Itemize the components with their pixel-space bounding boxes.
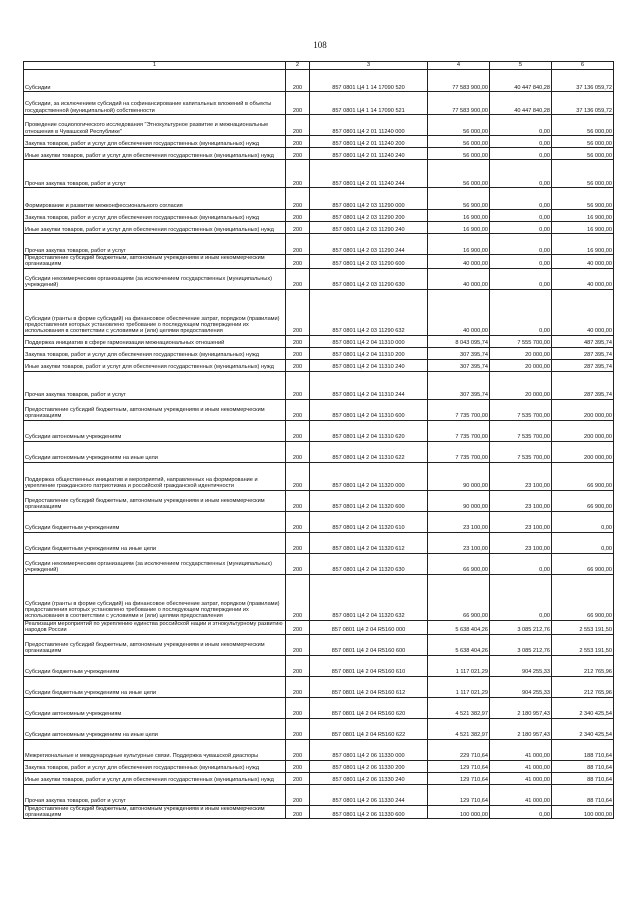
row-code: 200: [286, 234, 310, 255]
row-amount-remaining: 66 900,00: [552, 462, 614, 490]
row-name: Прочая закупка товаров, работ и услуг: [24, 371, 286, 399]
row-code: 200: [286, 760, 310, 772]
row-code: 200: [286, 335, 310, 347]
row-code: 200: [286, 574, 310, 620]
row-amount-executed: 904 255,33: [490, 655, 552, 676]
column-header: 4: [428, 62, 490, 70]
row-amount-approved: 100 000,00: [428, 805, 490, 819]
row-name: Субсидии (гранты в форме субсидий) на финансовое обеспечение затрат, порядком (правилами) предоставления которых установлено требование о последующем подтверждении их использования в соответствии с условиями и (или) целями предоставления: [24, 289, 286, 335]
row-code: 200: [286, 70, 310, 92]
row-amount-remaining: 40 000,00: [552, 268, 614, 289]
row-amount-remaining: 0,00: [552, 511, 614, 532]
budget-execution-table: [23, 61, 614, 819]
row-amount-remaining: 200 000,00: [552, 420, 614, 441]
row-amount-executed: 0,00: [490, 805, 552, 819]
row-amount-executed: 7 555 700,00: [490, 335, 552, 347]
row-amount-approved: 7 735 700,00: [428, 399, 490, 420]
row-amount-remaining: 2 553 191,50: [552, 634, 614, 655]
row-amount-executed: 0,00: [490, 222, 552, 234]
row-amount-approved: 4 521 382,97: [428, 718, 490, 739]
row-budget-code: 857 0801 Ц4 2 04 11320 630: [310, 553, 428, 574]
row-code: 200: [286, 160, 310, 188]
table-row: [24, 532, 614, 553]
table-row: [24, 289, 614, 335]
row-amount-executed: 40 447 840,28: [490, 92, 552, 115]
row-amount-executed: 0,00: [490, 136, 552, 148]
row-amount-remaining: 16 900,00: [552, 210, 614, 222]
row-amount-remaining: 0,00: [552, 532, 614, 553]
row-name: Субсидии автономным учреждениям на иные цели: [24, 441, 286, 462]
row-name: Субсидии, за исключением субсидий на софинансирование капитальных вложений в объекты государственной (муниципальной) собственности: [24, 92, 286, 115]
row-name: Предоставление субсидий бюджетным, автономным учреждениям и иным некоммерческим организациям: [24, 255, 286, 269]
row-budget-code: 857 0801 Ц4 2 06 11330 244: [310, 784, 428, 805]
row-name: Предоставление субсидий бюджетным, автономным учреждениям и иным некоммерческим организациям: [24, 490, 286, 511]
row-code: 200: [286, 462, 310, 490]
row-amount-remaining: 200 000,00: [552, 399, 614, 420]
row-amount-executed: 41 000,00: [490, 784, 552, 805]
row-budget-code: 857 0801 Ц4 2 06 11330 240: [310, 772, 428, 784]
row-amount-remaining: 56 000,00: [552, 115, 614, 136]
row-budget-code: 857 0801 Ц4 2 04 11320 610: [310, 511, 428, 532]
row-name: Субсидии некоммерческим организациям (за исключением государственных (муниципальных) учреждений): [24, 268, 286, 289]
row-budget-code: 857 0801 Ц4 2 01 11240 244: [310, 160, 428, 188]
row-amount-approved: 66 900,00: [428, 553, 490, 574]
row-amount-executed: 3 085 212,76: [490, 634, 552, 655]
row-budget-code: 857 0801 Ц4 2 04 R5160 622: [310, 718, 428, 739]
row-amount-executed: 0,00: [490, 255, 552, 269]
row-amount-approved: 56 000,00: [428, 115, 490, 136]
row-amount-approved: 56 000,00: [428, 148, 490, 160]
column-header: 1: [24, 62, 286, 70]
table-row: [24, 553, 614, 574]
row-budget-code: 857 0801 Ц4 1 14 17090 520: [310, 70, 428, 92]
table-row: [24, 371, 614, 399]
row-name: Предоставление субсидий бюджетным, автономным учреждениям и иным некоммерческим организациям: [24, 805, 286, 819]
row-amount-approved: 307 395,74: [428, 347, 490, 359]
row-amount-executed: 904 255,33: [490, 676, 552, 697]
row-amount-remaining: 88 710,64: [552, 760, 614, 772]
row-code: 200: [286, 739, 310, 760]
row-amount-remaining: 88 710,64: [552, 772, 614, 784]
row-amount-remaining: 100 000,00: [552, 805, 614, 819]
row-amount-executed: 41 000,00: [490, 772, 552, 784]
row-code: 200: [286, 289, 310, 335]
table-row: [24, 784, 614, 805]
row-budget-code: 857 0801 Ц4 2 04 11320 600: [310, 490, 428, 511]
table-row: [24, 490, 614, 511]
row-budget-code: 857 0801 Ц4 2 06 11330 200: [310, 760, 428, 772]
row-budget-code: 857 0801 Ц4 2 04 11310 244: [310, 371, 428, 399]
table-row: [24, 268, 614, 289]
row-amount-approved: 66 900,00: [428, 574, 490, 620]
row-code: 200: [286, 347, 310, 359]
row-code: 200: [286, 490, 310, 511]
row-amount-approved: 129 710,64: [428, 784, 490, 805]
row-amount-approved: 23 100,00: [428, 511, 490, 532]
row-code: 200: [286, 188, 310, 210]
row-amount-remaining: 66 900,00: [552, 490, 614, 511]
row-code: 200: [286, 371, 310, 399]
row-amount-approved: 56 900,00: [428, 188, 490, 210]
row-amount-remaining: 66 900,00: [552, 553, 614, 574]
table-row: [24, 462, 614, 490]
row-amount-remaining: 287 395,74: [552, 347, 614, 359]
row-amount-approved: 129 710,64: [428, 760, 490, 772]
column-header: 2: [286, 62, 310, 70]
row-amount-executed: 20 000,00: [490, 347, 552, 359]
row-name: Межрегиональные и международные культурные связи. Поддержка чувашской диаспоры: [24, 739, 286, 760]
row-amount-approved: 56 000,00: [428, 160, 490, 188]
table-row: [24, 255, 614, 269]
table-row: [24, 718, 614, 739]
row-amount-remaining: 287 395,74: [552, 359, 614, 371]
row-budget-code: 857 0801 Ц4 2 04 11310 240: [310, 359, 428, 371]
row-amount-remaining: 487 395,74: [552, 335, 614, 347]
column-header: 6: [552, 62, 614, 70]
table-row: [24, 805, 614, 819]
row-amount-executed: 20 000,00: [490, 371, 552, 399]
row-amount-executed: 2 180 957,43: [490, 718, 552, 739]
row-amount-approved: 8 043 095,74: [428, 335, 490, 347]
row-amount-executed: 0,00: [490, 574, 552, 620]
table-row: [24, 92, 614, 115]
row-name: Субсидии бюджетным учреждениям: [24, 511, 286, 532]
table-row: [24, 359, 614, 371]
row-amount-remaining: 40 000,00: [552, 255, 614, 269]
row-code: 200: [286, 620, 310, 634]
row-amount-remaining: 2 553 191,50: [552, 620, 614, 634]
row-code: 200: [286, 511, 310, 532]
row-budget-code: 857 0801 Ц4 2 04 11310 600: [310, 399, 428, 420]
table-row: [24, 697, 614, 718]
row-amount-executed: 2 180 957,43: [490, 697, 552, 718]
table-row: [24, 634, 614, 655]
row-budget-code: 857 0801 Ц4 2 04 11310 200: [310, 347, 428, 359]
row-amount-approved: 5 638 404,26: [428, 634, 490, 655]
row-name: Поддержка общественных инициатив и мероприятий, направленных на формирование и укрепление гражданского патриотизма и российской гражданской идентичности: [24, 462, 286, 490]
row-name: Субсидии бюджетным учреждениям на иные цели: [24, 532, 286, 553]
row-amount-executed: 23 100,00: [490, 462, 552, 490]
row-name: Предоставление субсидий бюджетным, автономным учреждениям и иным некоммерческим организациям: [24, 399, 286, 420]
table-row: [24, 760, 614, 772]
row-budget-code: 857 0801 Ц4 2 04 11310 622: [310, 441, 428, 462]
row-amount-executed: 0,00: [490, 148, 552, 160]
table-row: [24, 441, 614, 462]
row-budget-code: 857 0801 Ц4 2 03 11290 200: [310, 210, 428, 222]
row-budget-code: 857 0801 Ц4 2 03 11290 244: [310, 234, 428, 255]
row-name: Иные закупки товаров, работ и услуг для обеспечения государственных (муниципальных) нужд: [24, 772, 286, 784]
table-row: [24, 655, 614, 676]
row-amount-executed: 0,00: [490, 268, 552, 289]
row-budget-code: 857 0801 Ц4 2 03 11290 000: [310, 188, 428, 210]
row-code: 200: [286, 420, 310, 441]
row-amount-approved: 77 583 900,00: [428, 92, 490, 115]
row-code: 200: [286, 136, 310, 148]
row-amount-remaining: 212 765,96: [552, 676, 614, 697]
column-header: 3: [310, 62, 428, 70]
row-budget-code: 857 0801 Ц4 2 04 R5160 000: [310, 620, 428, 634]
row-code: 200: [286, 634, 310, 655]
row-code: 200: [286, 718, 310, 739]
row-amount-remaining: 16 900,00: [552, 222, 614, 234]
row-amount-remaining: 56 900,00: [552, 188, 614, 210]
row-amount-approved: 1 117 021,29: [428, 655, 490, 676]
row-amount-approved: 56 000,00: [428, 136, 490, 148]
row-amount-executed: 0,00: [490, 234, 552, 255]
row-amount-remaining: 40 000,00: [552, 289, 614, 335]
row-amount-approved: 5 638 404,26: [428, 620, 490, 634]
row-code: 200: [286, 805, 310, 819]
row-budget-code: 857 0801 Ц4 2 04 R5160 612: [310, 676, 428, 697]
row-code: 200: [286, 532, 310, 553]
row-amount-executed: 40 447 840,28: [490, 70, 552, 92]
row-amount-executed: 0,00: [490, 289, 552, 335]
table-row: [24, 115, 614, 136]
row-code: 200: [286, 697, 310, 718]
row-name: Субсидии автономным учреждениям: [24, 697, 286, 718]
row-amount-executed: 20 000,00: [490, 359, 552, 371]
row-name: Субсидии бюджетным учреждениям: [24, 655, 286, 676]
column-header: 5: [490, 62, 552, 70]
row-amount-executed: 0,00: [490, 553, 552, 574]
row-amount-remaining: 56 000,00: [552, 160, 614, 188]
row-amount-approved: 90 000,00: [428, 462, 490, 490]
table-row: [24, 574, 614, 620]
row-amount-executed: 0,00: [490, 160, 552, 188]
row-code: 200: [286, 255, 310, 269]
row-budget-code: 857 0801 Ц4 2 03 11290 630: [310, 268, 428, 289]
row-amount-executed: 7 535 700,00: [490, 420, 552, 441]
row-amount-approved: 307 395,74: [428, 371, 490, 399]
row-name: Субсидии (гранты в форме субсидий) на финансовое обеспечение затрат, порядком (правилами) предоставления которых установлено требование о последующем подтверждении их использования в соответствии с условиями и (или) целями предоставления: [24, 574, 286, 620]
row-name: Закупка товаров, работ и услуг для обеспечения государственных (муниципальных) нужд: [24, 136, 286, 148]
row-budget-code: 857 0801 Ц4 2 04 R5160 610: [310, 655, 428, 676]
row-amount-approved: 77 583 900,00: [428, 70, 490, 92]
table-row: [24, 160, 614, 188]
row-amount-executed: 7 535 700,00: [490, 441, 552, 462]
row-budget-code: 857 0801 Ц4 2 04 11310 000: [310, 335, 428, 347]
row-amount-remaining: 88 710,64: [552, 784, 614, 805]
row-budget-code: 857 0801 Ц4 2 04 11320 632: [310, 574, 428, 620]
row-budget-code: 857 0801 Ц4 2 01 11240 000: [310, 115, 428, 136]
row-amount-remaining: 56 000,00: [552, 148, 614, 160]
row-budget-code: 857 0801 Ц4 2 04 11320 000: [310, 462, 428, 490]
row-amount-approved: 1 117 021,29: [428, 676, 490, 697]
table-header-row: [24, 62, 614, 70]
row-amount-approved: 307 395,74: [428, 359, 490, 371]
row-amount-remaining: 37 136 059,72: [552, 70, 614, 92]
row-amount-approved: 16 900,00: [428, 210, 490, 222]
row-amount-approved: 129 710,64: [428, 772, 490, 784]
row-budget-code: 857 0801 Ц4 2 06 11330 000: [310, 739, 428, 760]
row-amount-executed: 41 000,00: [490, 760, 552, 772]
row-code: 200: [286, 359, 310, 371]
row-amount-remaining: 287 395,74: [552, 371, 614, 399]
row-amount-approved: 229 710,64: [428, 739, 490, 760]
row-amount-executed: 23 100,00: [490, 511, 552, 532]
row-code: 200: [286, 210, 310, 222]
row-budget-code: 857 0801 Ц4 2 06 11330 600: [310, 805, 428, 819]
row-amount-remaining: 2 340 425,54: [552, 718, 614, 739]
row-budget-code: 857 0801 Ц4 2 04 R5160 600: [310, 634, 428, 655]
row-amount-remaining: 56 000,00: [552, 136, 614, 148]
row-amount-executed: 3 085 212,76: [490, 620, 552, 634]
row-name: Реализация мероприятий по укреплению единства российской нации и этнокультурному развитию народов России: [24, 620, 286, 634]
row-amount-remaining: 16 900,00: [552, 234, 614, 255]
row-budget-code: 857 0801 Ц4 2 03 11290 632: [310, 289, 428, 335]
row-name: Проведение социологического исследования "Этнокультурное развитие и межнациональные отношения в Чувашской Республике": [24, 115, 286, 136]
row-name: Иные закупки товаров, работ и услуг для обеспечения государственных (муниципальных) нужд: [24, 148, 286, 160]
page-number: 108: [313, 40, 327, 50]
table-row: [24, 335, 614, 347]
row-name: Прочая закупка товаров, работ и услуг: [24, 160, 286, 188]
row-amount-approved: 4 521 382,97: [428, 697, 490, 718]
table-row: [24, 620, 614, 634]
row-budget-code: 857 0801 Ц4 2 04 11320 612: [310, 532, 428, 553]
row-name: Иные закупки товаров, работ и услуг для обеспечения государственных (муниципальных) нужд: [24, 222, 286, 234]
row-name: Субсидии некоммерческим организациям (за исключением государственных (муниципальных) учреждений): [24, 553, 286, 574]
table-row: [24, 347, 614, 359]
row-name: Поддержка инициатив в сфере гармонизации межнациональных отношений: [24, 335, 286, 347]
row-amount-approved: 40 000,00: [428, 255, 490, 269]
row-amount-executed: 0,00: [490, 115, 552, 136]
table-row: [24, 188, 614, 210]
row-budget-code: 857 0801 Ц4 2 03 11290 240: [310, 222, 428, 234]
table-row: [24, 739, 614, 760]
row-amount-approved: 7 735 700,00: [428, 441, 490, 462]
row-code: 200: [286, 553, 310, 574]
table-row: [24, 222, 614, 234]
table-row: [24, 399, 614, 420]
row-amount-approved: 40 000,00: [428, 268, 490, 289]
row-name: Предоставление субсидий бюджетным, автономным учреждениям и иным некоммерческим организациям: [24, 634, 286, 655]
row-code: 200: [286, 784, 310, 805]
row-amount-executed: 0,00: [490, 210, 552, 222]
table-row: [24, 136, 614, 148]
table-row: [24, 420, 614, 441]
row-budget-code: 857 0801 Ц4 2 04 11310 620: [310, 420, 428, 441]
row-code: 200: [286, 772, 310, 784]
row-amount-executed: 23 100,00: [490, 490, 552, 511]
row-budget-code: 857 0801 Ц4 2 01 11240 200: [310, 136, 428, 148]
table-row: [24, 70, 614, 92]
table-row: [24, 772, 614, 784]
row-code: 200: [286, 268, 310, 289]
row-amount-executed: 41 000,00: [490, 739, 552, 760]
row-name: Прочая закупка товаров, работ и услуг: [24, 784, 286, 805]
table-row: [24, 676, 614, 697]
row-name: Формирование и развитие межконфессионального согласия: [24, 188, 286, 210]
row-code: 200: [286, 92, 310, 115]
row-name: Закупка товаров, работ и услуг для обеспечения государственных (муниципальных) нужд: [24, 760, 286, 772]
table-row: [24, 234, 614, 255]
row-code: 200: [286, 676, 310, 697]
table-row: [24, 210, 614, 222]
row-name: Закупка товаров, работ и услуг для обеспечения государственных (муниципальных) нужд: [24, 210, 286, 222]
row-code: 200: [286, 441, 310, 462]
row-code: 200: [286, 222, 310, 234]
row-amount-remaining: 212 765,96: [552, 655, 614, 676]
row-amount-remaining: 66 900,00: [552, 574, 614, 620]
row-amount-remaining: 200 000,00: [552, 441, 614, 462]
table-row: [24, 511, 614, 532]
row-amount-remaining: 37 136 059,72: [552, 92, 614, 115]
row-name: Иные закупки товаров, работ и услуг для обеспечения государственных (муниципальных) нужд: [24, 359, 286, 371]
row-amount-approved: 16 900,00: [428, 234, 490, 255]
table-row: [24, 148, 614, 160]
row-amount-executed: 23 100,00: [490, 532, 552, 553]
row-amount-approved: 7 735 700,00: [428, 420, 490, 441]
row-amount-approved: 90 000,00: [428, 490, 490, 511]
row-code: 200: [286, 399, 310, 420]
row-code: 200: [286, 148, 310, 160]
row-budget-code: 857 0801 Ц4 2 04 R5160 620: [310, 697, 428, 718]
row-budget-code: 857 0801 Ц4 1 14 17090 521: [310, 92, 428, 115]
row-amount-executed: 7 535 700,00: [490, 399, 552, 420]
row-amount-remaining: 188 710,64: [552, 739, 614, 760]
row-amount-approved: 23 100,00: [428, 532, 490, 553]
row-amount-executed: 0,00: [490, 188, 552, 210]
row-amount-approved: 16 900,00: [428, 222, 490, 234]
row-name: Субсидии бюджетным учреждениям на иные цели: [24, 676, 286, 697]
row-name: Субсидии: [24, 70, 286, 92]
row-amount-remaining: 2 340 425,54: [552, 697, 614, 718]
row-code: 200: [286, 655, 310, 676]
row-name: Закупка товаров, работ и услуг для обеспечения государственных (муниципальных) нужд: [24, 347, 286, 359]
row-code: 200: [286, 115, 310, 136]
row-name: Субсидии автономным учреждениям: [24, 420, 286, 441]
row-amount-approved: 40 000,00: [428, 289, 490, 335]
row-budget-code: 857 0801 Ц4 2 01 11240 240: [310, 148, 428, 160]
row-budget-code: 857 0801 Ц4 2 03 11290 600: [310, 255, 428, 269]
row-name: Прочая закупка товаров, работ и услуг: [24, 234, 286, 255]
row-name: Субсидии автономным учреждениям на иные цели: [24, 718, 286, 739]
